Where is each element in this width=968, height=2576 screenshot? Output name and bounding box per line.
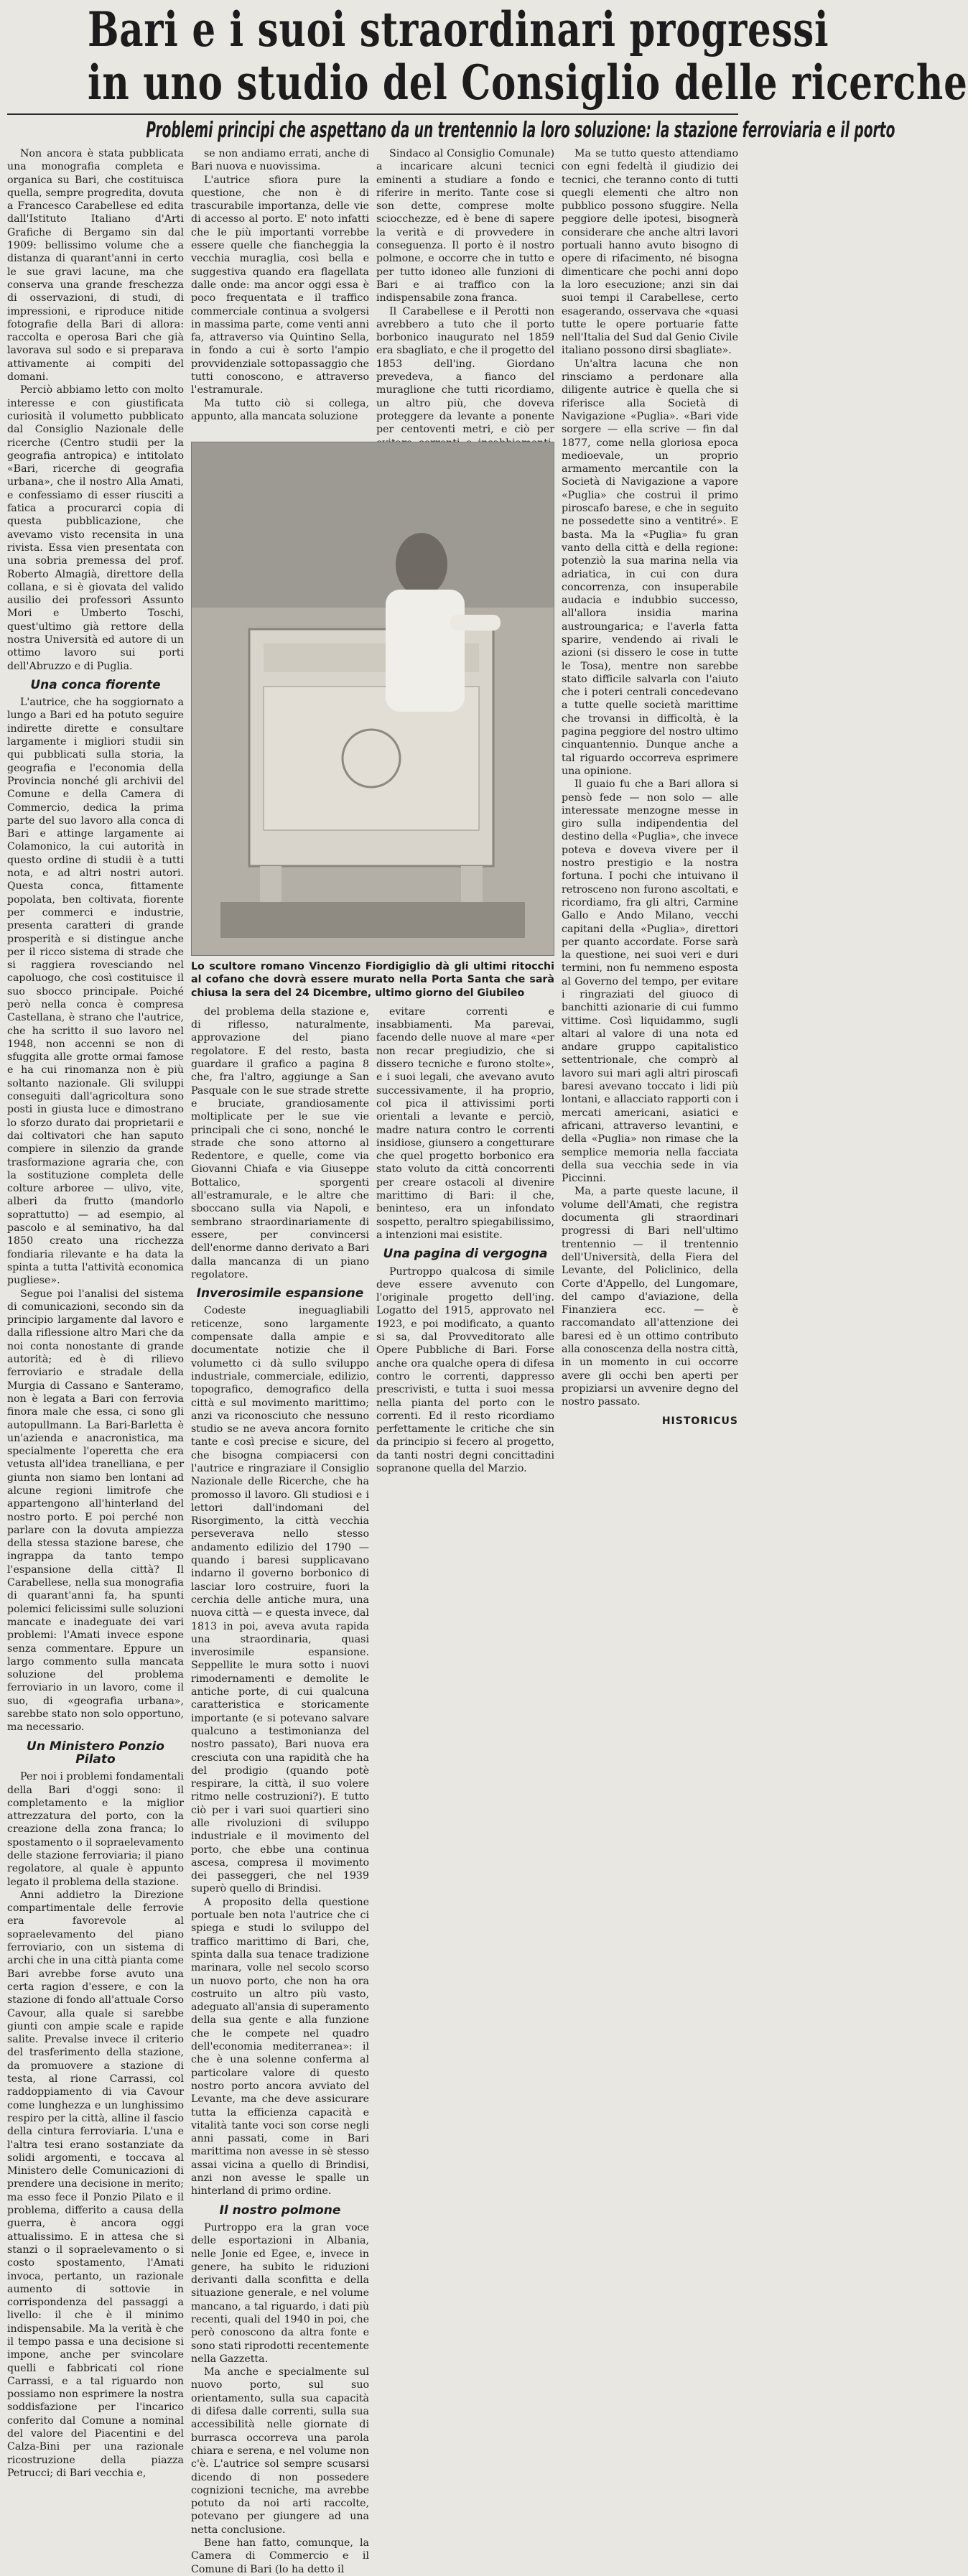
paragraph: L'autrice, che ha soggiornato a lungo a Bari ed ha potuto seguire indirette dirette e consultare largamente i migliori studii sin qui pubblicati sulla storia, la geografia e l'economia della Provincia nonché gli archivii del Comune e della Camera di Commercio, dedica la prima parte del suo lavoro alla conca di Bari e attinge largamente ai Colamonico, la cui autorità in questo ordine di studii è a tutti nota, e ad altri nostri autori. Questa conca, fittamente popolata, ben coltivata, fiorente per commerci e industrie, presenta caratteri di grande prosperità e si distingue anche per il ricco sistema di strade che si raggiera rovesciando nel capoluogo, che così costituisce il suo sbocco principale. Poiché però nella conca è compresa Castellana, è strano che l'autrice, che ha scritto il suo lavoro nel 1948, non accenni se non di sfuggita alle grotte ormai famose e ha cui rinomanza non è più soltanto nazionale. Gli sviluppi conseguiti dall'agricoltura sono posti in giusta luce e dimostrano lo sforzo durato dai proprietarii e dai coltivatori che han saputo compiere in silenzio da grande trasformazione agraria che, con la sostituzione completa delle colture arboree — ulivo, vite, alberi da frutto (mandorlo soprattutto) — ad esempio, al pascolo e al seminativo, ha dal 1850 creato una ricchezza fondiaria rilevante e ha data la spinta a tutta l'attività economica pugliese».	[7, 697, 184, 1287]
paragraph: Purtroppo era la gran voce delle esportazioni in Albania, nelle Jonie ed Egee, e, invece in genere, ha subito le riduzioni derivanti dalla sconfitta e della situazione generale, e nel volume mancano, a tal riguardo, i dati più recenti, quali del 1940 in poi, che però conoscono da altra fonte e sono stati riprodotti recentemente nella Gazzetta.	[191, 2221, 369, 2365]
author-signature: HISTORICUS	[661, 1415, 738, 1427]
column-3-top	[376, 147, 554, 442]
paragraph: Ma, a parte queste lacune, il volume dell'Amati, che registra documenta gli straordinari progressi di Bari nell'ultimo trentennio — il trentennio dell'Università, della Fiera del Levante, del Policlinico, della Corte d'Appello, del Lungomare, del campo d'aviazione, della Finanziera ecc. — è raccomandato all'attenzione dei baresi ed è un ottimo contributo alla conoscenza della nostra città, in un momento in cui occorre avere gli occhi ben aperti per propiziarsi un avvenire degno del nostro passato.	[562, 1186, 738, 1408]
section-heading: Il nostro polmone	[219, 2203, 341, 2218]
photo-caption: Lo scultore romano Vincenzo Fiordigiglio dà gli ultimi ritocchi al cofano che dovrà essere murato nella Porta Santa che sarà chiusa la sera del 24 Dicembre, ultimo giorno del Giubileo	[191, 961, 554, 999]
paragraph: Per noi i problemi fondamentali della Bari d'oggi sono: il completamento e la miglior attrezzatura del porto, con la creazione della zona franca; lo spostamento o il sopraelevamento delle stazione ferroviaria; il piano regolatore, al quale è appunto legato il problema della stazione.	[7, 1771, 184, 1888]
paragraph: Ma anche e specialmente sul nuovo porto, sul suo orientamento, sulla sua capacità di difesa dalle correnti, sulla sua accessibilità nelle giornate di burrasca occorreva una parola chiara e serena, e nel volume non c'è. L'autrice sol sempre scusarsi dicendo di non possedere cognizioni tecniche, ma avrebbe potuto da noi arti raccolte, potevano per giungere ad una netta conclusione.	[191, 2366, 369, 2536]
photo-illustration	[192, 442, 554, 955]
center-block	[191, 147, 554, 2575]
paragraph: Il guaio fu che a Bari allora si pensò fede — non solo — alle interessate menzogne messe in giro sulla indipendentia del destino della «Puglia», che invece poteva e doveva vivere per il nostro prestigio e la nostra fortuna. I pochi che intuivano il retrosceno non furono ascoltati, e ricordiamo, fra gli altri, Carmine Gallo e Ando Milano, vecchi capitani della «Puglia», direttori per quanto accordate. Forse sarà la questione, nei suoi veri e duri termini, non fu nemmeno esposta al Governo del tempo, per evitare i ringraziati del giuoco di banchitti azionarie di cui fummo vittime. Così liquidammo, sugli altari al valore di una nota ed andare gruppo capitalistico settentrionale, che comprò al lavoro sui mari agli altri piroscafi baresi avevano toccato i lidi più lontani, e allacciato rapporti con i mercati americani, asiatici e africani, attraverso levantini, e della «Puglia» non rimase che la semplice memoria nella facciata della sua vecchia sede in via Piccinni.	[562, 778, 738, 1185]
paragraph: Segue poi l'analisi del sistema di comunicazioni, secondo sin da principio largamente dal lavoro e dalla riflessione altro Mari che da noi conta nonostante di grande autorità; ed è di rilievo ferroviario e stradale della Murgia di Cassano e Santeramo, non è legata a Bari con ferrovia finora male che essa, ci sono gli autopullmann. La Bari-Barletta è un'azienda e anacronistica, ma specialmente l'operetta che era vetusta all'idea tranelliana, e per giunta non siamo ben lontani ad alcune regioni limitrofe che appartengono all'hinterland del nostro porto. E poi perché non parlare con la dovuta ampiezza della stessa stazione barese, che ingrappa da tanto tempo l'espansione della città? Il Carabellese, nella sua monografia di quarant'anni fa, ha spunti polemici felicissimi sulle soluzioni mancate e inadeguate dei vari problemi: l'Amati invece espone senza commentare. Eppure un largo commento sulla mancata soluzione del problema ferroviario in un lavoro, come il suo, di «geografia urbana», sarebbe stato non solo opportuno, ma necessario.	[7, 1288, 184, 1734]
lower-center-columns	[191, 1005, 554, 2576]
paragraph: del problema della stazione e, di riflesso, naturalmente, approvazione del piano regolatore. E del resto, basta guardare il grafico a pagina 8 che, fra l'altro, aggiunge a San Pasquale con le sue strade strette e bruciate, grandiosamente moltiplicate per le sue vie principali che ci sono, nonché le strade che sono attorno al Redentore, e quelle, come via Giovanni Chiafa e via Giuseppe Bottalico, sporgenti all'estramurale, e le altre che sboccano sulla via Napoli, e sembrano straordinariamente di essere, per convincersi dell'enorme danno derivato a Bari dalla mancanza di un piano regolatore.	[191, 1005, 369, 1280]
section-heading: Inverosimile espansione	[196, 1286, 364, 1301]
paragraph: evitare correnti e insabbiamenti. Ma parevai, facendo delle nuove al mare «per non recar pregiudizio, che si dissero tecniche e furono stolte», e i suoi legali, che avevano avuto successivamente, il ha proprio, col pica il attivissimi porti orientali a levante e perciò, madre natura contro le correnti insidiose, giunsero a congetturare che quel progetto borbonico era stato voluto da città concorrenti per creare ostacoli al divenire marittimo di Bari: il che, beninteso, era un infondato sospetto, peraltro spiegabilissimo, a intenzioni mai esistite.	[376, 1005, 554, 1241]
subheadline: Problemi principi che aspettano da un trentennio la loro soluzione: la stazione ferroviaria e il porto	[146, 118, 895, 143]
column-1	[7, 147, 184, 2479]
paragraph: Anni addietro la Direzione compartimentale delle ferrovie era favorevole al sopraelevamento del piano ferroviario, con un sistema di archi che in una città pianta come Bari avrebbe forse avuto una certa ragion d'essere, e con la stazione di fondo all'attuale Corso Cavour, alla quale si sarebbe giunti con ampie scale e rapide salite. Prevalse invece il criterio del trasferimento della stazione, da promuovere a stazione di testa, al rione Carrassi, col raddoppiamento di via Cavour come lunghezza e un lunghissimo respiro per la città, alline il fascio della cintura ferroviaria. L'una e l'altra tesi erano sostanziate da solidi argomenti, e toccava al Ministero delle Comunicazioni di prendere una decisione in merito; ma esso fece il Ponzio Pilato e il problema, differito a causa della guerra, è ancora oggi attualissimo. E in attesa che si stanzi o il sopraelevamento o si costo spostamento, l'Amati invoca, pertanto, un razionale aumento di sottovie in corrispondenza del passaggi a livello: il che è il minimo indispensabile. Ma la verità è che il tempo passa e una decisione si impone, anche per svincolare quelli e fabbricati col rione Carrassi, e a tal riguardo non possiamo non esprimere la nostra soddisfazione per l'incarico conferito dal Comune a nominal del valore del Piacentini e del Calza-Bini per una razionale ricostruzione della piazza Petrucci; di Bari vecchia e,	[7, 1889, 184, 2479]
column-2-top	[191, 147, 369, 442]
divider	[7, 113, 738, 115]
paragraph: Bene han fatto, comunque, la Camera di Commercio e il Comune di Bari (lo ha detto il	[191, 2537, 369, 2575]
paragraph: Sindaco al Consiglio Comunale) a incaricare alcuni tecnici eminenti a studiare a fondo e riferire in merito. Tante cose si son dette, comprese molte sciocchezze, ed è bene di sapere la verità e di provvedere in conseguenza. Il porto è il nostro polmone, e occorre che in tutto e per tutto idoneo alle funzioni di Bari e ai traffico con la indispensabile zona franca.	[376, 148, 554, 304]
headline-line-2: in uno studio del Consiglio delle ricerche	[87, 55, 968, 111]
paragraph: se non andiamo errati, anche di Bari nuova e nuovissima.	[191, 148, 369, 173]
article-columns	[7, 147, 738, 2575]
upper-center-columns	[191, 147, 554, 442]
paragraph: Il Carabellese e il Perotti non avrebbero a tuto che il porto borbonico inaugurato nel 1859 era sbagliato, e che il progetto del 1853 dell'ing. Giordano prevedeva, a fianco del muraglione che tutti ricordiamo, un altro più, che doveva proteggere da levante a ponente per centoventi metri, e ciò per	[376, 305, 554, 436]
paragraph: Non ancora è stata pubblicata una monografia completa e organica su Bari, che costituisca quella, sempre progredita, dovuta a Francesco Carabellese ed edita dall'Istituto Italiano d'Arti Grafiche di Bergamo sin dal 1909: bellissimo volume che a distanza di quarant'anni in certo le sue gravi lacune, ma che conserva una grande freschezza di osservazioni, di studi, di impressioni, e riproduce nitide fotografie della Bari di allora: raccolta e operosa Bari che già lavorava sul sodo e si preparava attivamente ai compiti del domani.	[7, 148, 184, 383]
paragraph: Ma se tutto questo attendiamo con egni fedeltà il giudizio dei tecnici, che teranno conto di tutti quegli elementi che altro non pubblico possono sfuggire. Nella peggiore delle ipotesi, bisognerà considerare che anche altri lavori portuali hanno avuto bisogno di opere di rifacimento, né bisogna dimenticare che pochi anni dopo la loro esecuzione; anzi sin dai suoi tempi il Carabellese, certo esagerando, osservava che «quasi tutte le opere portuarie fatte nell'Italia del Sud dal Genio Civile italiano possono dirsi sbagliate».	[562, 148, 738, 357]
paragraph: A proposito della questione portuale ben nota l'autrice che ci spiega e studi lo sviluppo del traffico marittimo di Bari, che, spinta dalla sua tenace tradizione marinara, volle nel secolo scorso un nuovo porto, che non ha ora costruito un altro più vasto, adeguato all'ansia di superamento della sua gente e alla funzione che le compete nel quadro dell'economia mediterranea»: il che è una solenne conferma al particolare valore di questo nostro porto ancora avviato del Levante, ma che deve assicurare tutta la efficienza capacità e vitalità tante voci son corse negli anni passati, come in Bari marittima non avesse in sè stesso assai vicina a quello di Brindisi, anzi non avesse le spalle un hinterland di primo ordine.	[191, 1896, 369, 2198]
paragraph: Un'altra lacuna che non rinsciamo a perdonare alla diligente autrice è quella che si riferisce alla Società di Navigazione «Puglia». «Bari vide sorgere — ella scrive — fin dal 1877, come nella gloriosa epoca medioevale, un proprio armamento mercantile con la Società di Navigazione a vapore «Puglia» che costruì il primo piroscafo barese, e che in seguito ne possedette sino a ventitré». E basta. Ma la «Puglia» fu gran vanto della città e della regione: potenziò la sua marina nella via adriatica, in cui con dura concorrenza, con insuperabile audacia e indubbio successo, all'allora insidia marina austroungarica; e l'averla fatta sparire, vendendo ai rivali le azioni (si dissero le cose in tutte le Tosa), mentre non sarebbe stato difficile salvarla con l'aiuto che i poteri centrali concedevano a tutte quelle società marittime che trovansi in difficoltà, è la pagina peggiore del nostro ultimo cinquantennio. Dunque anche a tal riguardo occorreva esprimere una opinione.	[562, 358, 738, 777]
paragraph: Ma tutto ciò si collega, appunto, alla mancata soluzione	[191, 397, 369, 422]
headline-line-1: Bari e i suoi straordinari progressi	[87, 1, 829, 57]
sculptor-photo	[191, 442, 554, 956]
column-3-bottom	[376, 1005, 554, 2576]
section-heading: Una pagina di vergogna	[383, 1247, 548, 1262]
paragraph: Codeste ineguagliabili reticenze, sono largamente compensate dalla ampie e documentate notizie che il volumetto ci dà sullo sviluppo industriale, commerciale, edilizio, topografico, demografico della città e sul movimento marittimo; anzi va riconosciuto che nessuno studio se ne aveva ancora fornito tante e così precise e sicure, del che bisogna compiacersi con l'autrice e ringraziare il Consiglio Nazionale delle Ricerche, che ha promosso il lavoro. Gli studiosi e i lettori dall'indomani del Risorgimento, la città vecchia perseverava nello stesso andamento edilizio del 1790 — quando i baresi supplicavano indarno il governo borbonico di lasciar loro costruire, fuori la cerchia delle antiche mura, una nuova città — e questa invece, dal 1813 in poi, aveva avuta rapida una straordinaria, quasi inverosimile espansione. Seppellite le mura sotto i nuovi rimodernamenti e demolite le antiche porte, di cui qualcuna caratteristica e storicamente importante (e si potevano salvare qualcuno a testimonianza del nostro passato), Bari nuova era cresciuta con una rapidità che ha del prodigio (quando potè respirare, la città, il suo volere ritmo nelle costruzioni?). E tutto ciò per i vari suoi quartieri sino alle rivoluzioni di sviluppo industriale e il movimento del porto, che ebbe una continua ascesa, compresa il movimento dei passeggeri, che nel 1939 superò quello di Brindisi.	[191, 1305, 369, 1895]
section-heading: Un Ministero Ponzio Pilato	[27, 1739, 164, 1767]
paragraph: Perciò abbiamo letto con molto interesse e con giustificata curiosità il volumetto pubblicato dal Consiglio Nazionale delle ricerche (Centro studii per la geografia antropica) e intitolato «Bari, ricerche di geografia urbana», che il nostro Alla Amati, e confessiamo di esser riusciti a fatica a procurarci copia di questa pubblicazione, che avevamo visto recensita in una rivista. Essa vien presentata con una sobria premessa del prof. Roberto Almagià, direttore della collana, e si è giovata del valido ausilio dei professori Assunto Mori e Umberto Toschi, quest'ultimo già rettore della nostra Università ed autore di un ottimo lavoro sui porti dell'Abruzzo e di Puglia.	[7, 384, 184, 672]
section-heading: Una conca fiorente	[30, 677, 161, 692]
paragraph: L'autrice sfiora pure la questione, che non è di trascurabile importanza, delle vie di accesso al porto. E' noto infatti che le più importanti vorrebbe essere quelle che fiancheggia la vecchia muraglia, così bella e suggestiva quando era flagellata dalle onde: ma ancor oggi essa è poco frequentata e il traffico commerciale continua a svolgersi in massima parte, come venti anni fa, attraverso via Quintino Sella, in fondo a cui è sorto l'ampio provvidenziale sottopassaggio che tutti conoscono, e attraverso l'estramurale.	[191, 174, 369, 396]
column-2-bottom	[191, 1005, 369, 2576]
paragraph: Purtroppo qualcosa di simile deve essere avvenuto con l'originale progetto dell'ing. Logatto del 1915, approvato nel 1923, e poi modificato, a quanto si sa, dal Provveditorato alle Opere Pubbliche di Bari. Forse anche ora qualche opera di difesa contro le correnti, dappresso prescrivisti, e tutta i suoi messa nella pianta del porto con le correnti. Ed il resto ricordiamo perfettamente le critiche che sin da principio si fecero al progetto, da tanti nostri degni concittadini sopranone quella del Marzio.	[376, 1265, 554, 1474]
column-4	[562, 147, 738, 2474]
